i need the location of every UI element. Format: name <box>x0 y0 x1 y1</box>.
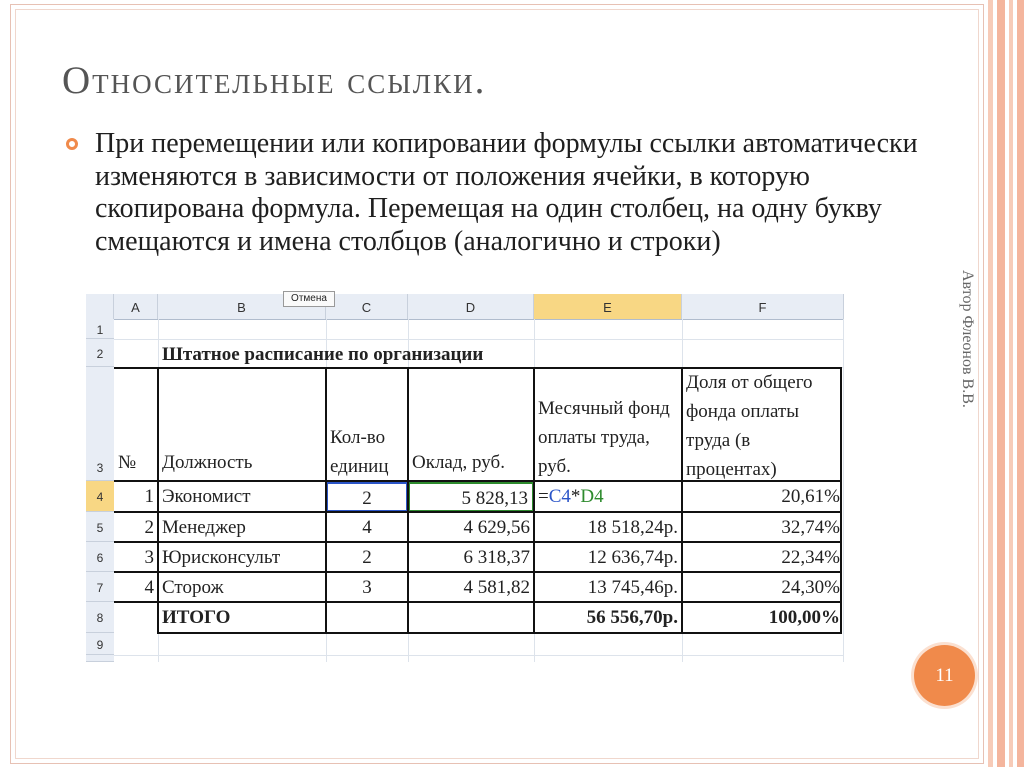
table-cell: 22,34% <box>781 547 840 568</box>
table-cell: 24,30% <box>781 577 840 598</box>
slide-paragraph: При перемещении или копировании формулы ссылки автоматически изменяются в зависимости от положения ячейки, в которую скопирована формула. Перемещая на один столбец, на одну букву смещаются и имена столбцов (аналогично и строки) <box>95 128 918 257</box>
header-share: Доля от общего фонда оплаты труда (в процентах) <box>686 372 813 480</box>
table-cell: 20,61% <box>781 486 840 507</box>
header-fund: Месячный фонд оплаты труда, руб. <box>538 398 670 477</box>
row-header-9: 9 <box>86 633 114 655</box>
table-cell: 3 <box>362 577 372 598</box>
column-header-a: A <box>114 294 158 319</box>
table-cell: Менеджер <box>162 517 246 538</box>
table-cell: 6 318,37 <box>463 547 530 568</box>
table-cell: 2 <box>362 547 372 568</box>
header-units: Кол-во единиц <box>330 427 389 477</box>
bullet-icon <box>66 138 78 150</box>
row-header-7: 7 <box>86 572 114 602</box>
table-cell: 1 <box>144 486 154 507</box>
column-header-f: F <box>682 294 844 319</box>
column-header-d: D <box>408 294 534 319</box>
referenced-cell-c4: 2 <box>326 482 408 512</box>
table-cell: Сторож <box>162 577 224 598</box>
table-cell: 4 629,56 <box>463 517 530 538</box>
slide-title: Относительные ссылки. <box>62 59 487 102</box>
select-all-corner <box>86 294 114 319</box>
spreadsheet-image <box>86 294 844 662</box>
row-header-3: 3 <box>86 367 114 481</box>
table-cell: Экономист <box>162 486 251 507</box>
row-header-8: 8 <box>86 602 114 633</box>
table-cell: 4 <box>362 517 372 538</box>
row-header-6: 6 <box>86 542 114 572</box>
undo-tooltip: Отмена <box>283 291 335 307</box>
column-header-b: B <box>158 294 326 319</box>
total-share: 100,00% <box>768 607 840 628</box>
header-salary: Оклад, руб. <box>412 452 505 473</box>
table-cell: 32,74% <box>781 517 840 538</box>
table-cell: 4 <box>144 577 154 598</box>
column-header-c: C <box>326 294 408 319</box>
row-header-4: 4 <box>86 481 114 512</box>
formula-cell-e4: =C4*D4 <box>538 486 604 507</box>
row-header-5: 5 <box>86 512 114 542</box>
table-cell: 12 636,74р. <box>587 547 678 568</box>
header-position: Должность <box>162 452 253 473</box>
table-cell: 18 518,24р. <box>587 517 678 538</box>
decorative-stripes <box>988 0 1024 767</box>
column-header-row <box>86 294 844 320</box>
column-header-e: E <box>534 294 682 319</box>
row-header-1: 1 <box>86 319 114 339</box>
table-cell: 13 745,46р. <box>587 577 678 598</box>
table-cell: Юрисконсульт <box>162 547 281 568</box>
table-cell: 4 581,82 <box>463 577 530 598</box>
table-title: Штатное расписание по организации <box>162 344 484 365</box>
referenced-cell-d4: 5 828,13 <box>408 482 534 512</box>
table-cell: 3 <box>144 547 154 568</box>
header-no: № <box>118 452 137 473</box>
total-fund: 56 556,70р. <box>586 607 678 628</box>
total-label: ИТОГО <box>162 607 231 628</box>
row-header-2: 2 <box>86 339 114 367</box>
table-cell: 2 <box>144 517 154 538</box>
page-number: 11 <box>914 645 975 706</box>
author-label: Автор Флеонов В.В. <box>959 270 976 408</box>
